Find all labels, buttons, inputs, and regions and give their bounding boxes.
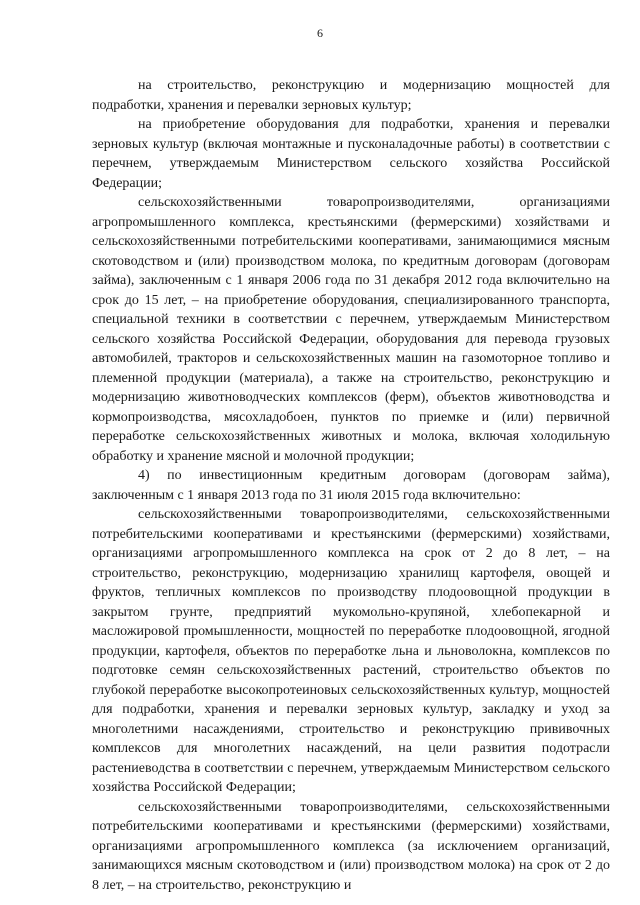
paragraph-livestock-producers: сельскохозяйственными товаропроизводителями, организациями агропромышленного комплекса, крестьянскими (фермерскими) хозяйствами и сельскохозяйственными потребительскими кооперативами, занимающимися мясным скотоводством и (или) производством молока, по кредитным договорам (договорам займа), заключенным с 1 января 2006 года по 31 декабря 2012 года включительно на срок до 15 лет, – на приобретение оборудования, специализированного транспорта, специальной техники в соответствии с перечнем, утверждаемым Министерством сельского хозяйства Российской Федерации, оборудования для перевода грузовых автомобилей, тракторов и сельскохозяйственных машин на газомоторное топливо и племенной продукции (материала), а также на строительство, реконструкцию и модернизацию животноводческих комплексов (ферм), объектов животноводства и кормопроизводства, мясохладобоен, пунктов по приемке и (или) первичной переработке сельскохозяйственных животных и молока, включая холодильную обработку и хранение мясной и молочной продукции; bbox=[92, 195, 610, 464]
paragraph-grain-capacity: на строительство, реконструкцию и модернизацию мощностей для подработки, хранения и перевалки зерновых культур; bbox=[92, 78, 610, 113]
document-body bbox=[92, 76, 610, 895]
paragraph-investment-loans-2013-2015: 4) по инвестиционным кредитным договорам (договорам займа), заключенным с 1 января 2013 года по 31 июля 2015 года включительно: bbox=[92, 468, 610, 503]
paragraph-equipment-purchase: на приобретение оборудования для подработки, хранения и перевалки зерновых культур (включая монтажные и пусконаладочные работы) в соответствии с перечнем, утверждаемым Министерством сельского хозяйства Российской Федерации; bbox=[92, 117, 610, 191]
paragraph-agro-organizations: сельскохозяйственными товаропроизводителями, сельскохозяйственными потребительскими кооперативами и крестьянскими (фермерскими) хозяйствами, организациями агропромышленного комплекса (за исключением организаций, занимающихся мясным скотоводством и (или) производством молока) на срок от 2 до 8 лет, – на строительство, реконструкцию и bbox=[92, 799, 610, 893]
paragraph-crop-producers: сельскохозяйственными товаропроизводителями, сельскохозяйственными потребительскими кооперативами и крестьянскими (фермерскими) хозяйствами, организациями агропромышленного комплекса на срок от 2 до 8 лет, – на строительство, реконструкцию, модернизацию хранилищ картофеля, овощей и фруктов, тепличных комплексов по производству плодоовощной продукции в закрытом грунте, предприятий мукомольно-крупяной, хлебопекарной и масложировой промышленности, мощностей по переработке плодоовощной, ягодной продукции, картофеля, объектов по переработке льна и льноволокна, комплексов по подготовке семян сельскохозяйственных растений, строительство объектов по глубокой переработке высокопротеиновых сельскохозяйственных культур, мощностей для подработки, хранения и перевалки зерновых культур, закладку и уход за многолетними насаждениями, строительство и реконструкцию прививочных комплексов для многолетних насаждений, на цели развития подотрасли растениеводства в соответствии с перечнем, утверждаемым Министерством сельского хозяйства Российской Федерации; bbox=[92, 507, 610, 795]
page-number: 6 bbox=[317, 26, 323, 40]
